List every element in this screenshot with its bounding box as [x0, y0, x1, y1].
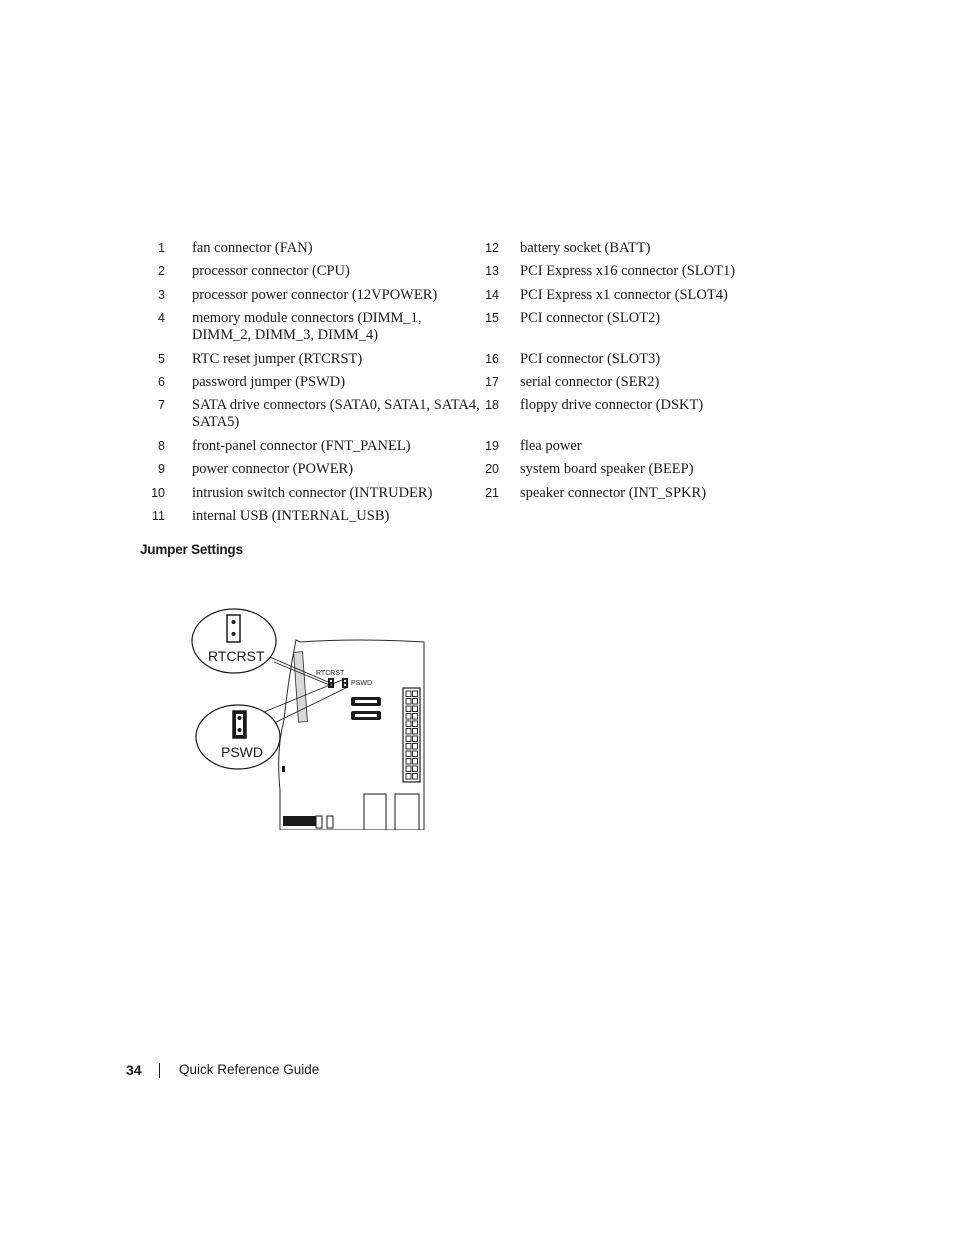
legend-item-number: 16 [485, 352, 499, 366]
power-pin [406, 774, 411, 780]
legend-item-text: processor connector (CPU) [192, 263, 350, 279]
rtcrst-jumper-small [328, 678, 334, 688]
rtcrst-callout-label: RTCRST [208, 648, 265, 664]
legend-item-number: 10 [151, 486, 165, 500]
guide-title: Quick Reference Guide [179, 1062, 320, 1077]
legend-item-number: 13 [485, 264, 499, 278]
legend-item-text: intrusion switch connector (INTRUDER) [192, 485, 433, 501]
legend-item-text: PCI connector (SLOT2) [520, 310, 661, 326]
power-pin [406, 706, 411, 712]
rtcrst-jumper-icon [227, 615, 240, 642]
power-pin [406, 766, 411, 772]
legend-item-text: SATA5) [192, 414, 240, 430]
pswd-jumper-small [342, 678, 348, 688]
power-pin [413, 721, 418, 727]
legend-item-number: 6 [158, 375, 165, 389]
legend-item-text: flea power [520, 438, 582, 454]
board-label-rtcrst: RTCRST [316, 670, 345, 677]
legend-item-number: 20 [485, 462, 499, 476]
legend-item-text: PCI connector (SLOT3) [520, 351, 661, 367]
legend-item-number: 11 [152, 509, 165, 523]
power-pin [413, 751, 418, 757]
power-pin [406, 729, 411, 735]
power-pin [406, 736, 411, 742]
power-pin [413, 714, 418, 720]
legend-item-number: 19 [485, 439, 499, 453]
pswd-callout-label: PSWD [221, 744, 263, 760]
legend-item-number: 4 [158, 311, 165, 325]
power-pin [413, 729, 418, 735]
legend-item-number: 5 [158, 352, 165, 366]
section-heading: Jumper Settings [140, 542, 243, 557]
power-pin [406, 751, 411, 757]
legend-item-text: internal USB (INTERNAL_USB) [192, 508, 390, 524]
power-pin [406, 744, 411, 750]
legend-item-text: PCI Express x16 connector (SLOT1) [520, 263, 736, 279]
legend-item-number: 3 [158, 288, 165, 302]
power-pin [413, 744, 418, 750]
power-pin [413, 691, 418, 697]
board-component [283, 816, 321, 826]
legend-item-number: 14 [485, 288, 499, 302]
legend-item-text: password jumper (PSWD) [192, 374, 346, 390]
legend-item-number: 1 [158, 241, 165, 255]
legend-item-number: 18 [485, 398, 499, 412]
legend-item-text: DIMM_2, DIMM_3, DIMM_4) [192, 327, 379, 343]
legend-item-text: system board speaker (BEEP) [520, 461, 694, 477]
legend-item-text: battery socket (BATT) [520, 240, 651, 256]
legend-item-number: 8 [158, 439, 165, 453]
legend-item-text: fan connector (FAN) [192, 240, 313, 256]
legend-item-text: front-panel connector (FNT_PANEL) [192, 438, 411, 454]
power-pin [406, 759, 411, 765]
legend-item-text: processor power connector (12VPOWER) [192, 287, 438, 303]
legend-item-number: 21 [485, 486, 499, 500]
legend-item-text: serial connector (SER2) [520, 374, 660, 390]
power-pin [406, 721, 411, 727]
power-pin [413, 774, 418, 780]
power-pin [413, 699, 418, 705]
power-pin [413, 736, 418, 742]
legend-item-text: power connector (POWER) [192, 461, 354, 477]
board-label-pswd: PSWD [351, 680, 372, 687]
page-number: 34 [126, 1062, 142, 1078]
legend-item-number: 2 [158, 264, 165, 278]
jumper-diagram [188, 600, 428, 830]
system-board-illustration [188, 600, 428, 830]
power-pin [413, 759, 418, 765]
board-component [364, 794, 386, 830]
power-pin [406, 691, 411, 697]
legend-item-text: RTC reset jumper (RTCRST) [192, 351, 363, 367]
legend-item-number: 17 [485, 375, 499, 389]
legend-item-text: PCI Express x1 connector (SLOT4) [520, 287, 728, 303]
power-pin [413, 706, 418, 712]
power-pin [406, 699, 411, 705]
power-pin [406, 714, 411, 720]
power-pin [413, 766, 418, 772]
legend-item-text: floppy drive connector (DSKT) [520, 397, 704, 413]
legend-item-number: 9 [158, 462, 165, 476]
legend-item-number: 15 [485, 311, 499, 325]
legend-item-text: memory module connectors (DIMM_1, [192, 310, 422, 326]
footer-divider [159, 1063, 160, 1078]
legend-item-number: 7 [158, 398, 165, 412]
board-component [395, 794, 419, 830]
legend-item-text: speaker connector (INT_SPKR) [520, 485, 707, 501]
legend-item-number: 12 [485, 241, 499, 255]
legend-item-text: SATA drive connectors (SATA0, SATA1, SATA4, [192, 397, 480, 413]
